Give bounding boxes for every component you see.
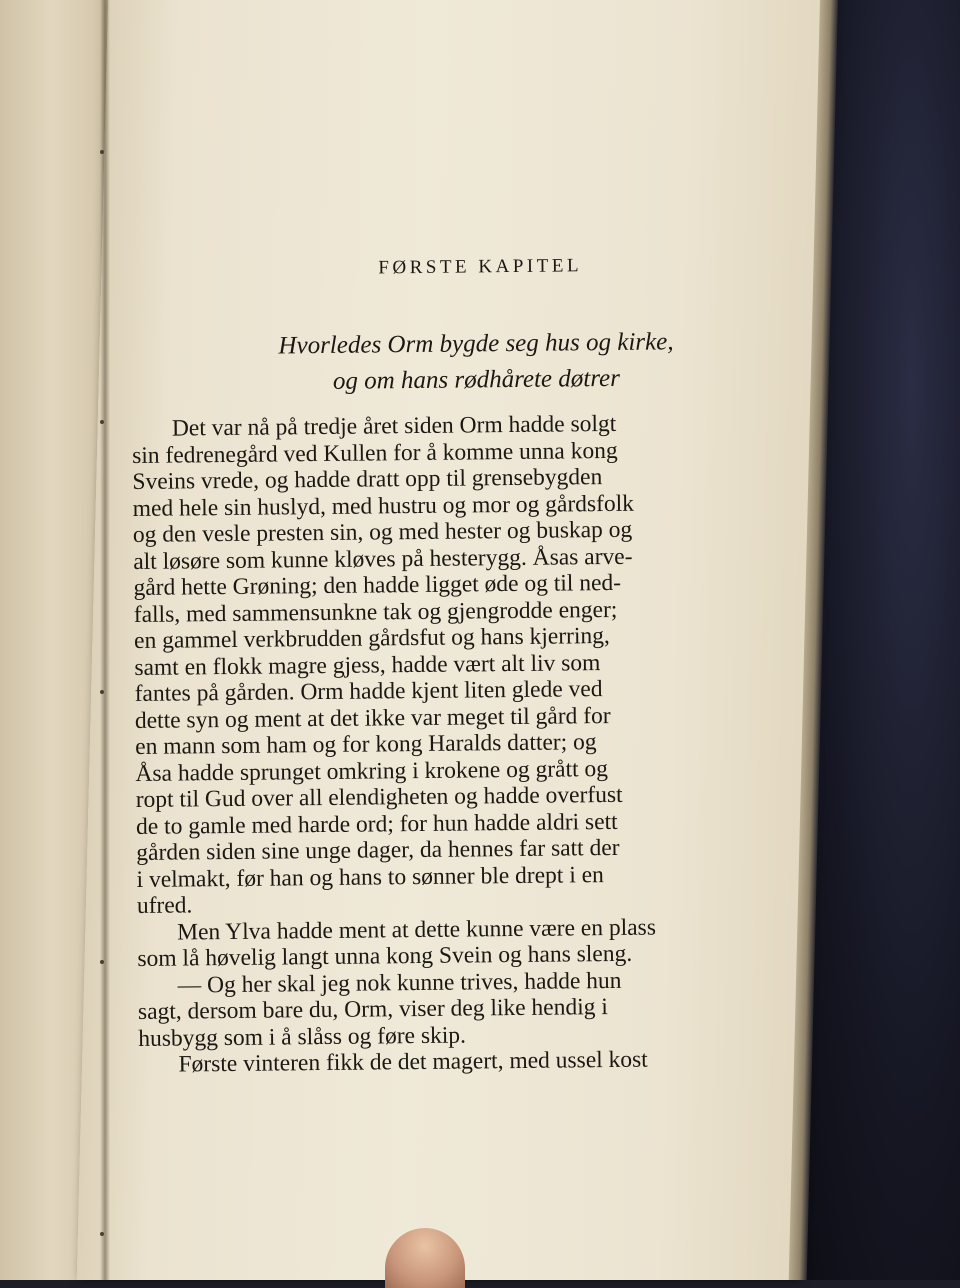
body-line: Første vinteren fikk de det magert, med ussel kost bbox=[178, 1046, 648, 1078]
binding-stitches bbox=[100, 0, 106, 1280]
body-text bbox=[132, 409, 779, 1078]
subtitle-line: Hvorledes Orm bygde seg hus og kirke, bbox=[278, 328, 674, 360]
body-line: ufred. bbox=[136, 892, 193, 919]
body-line: gård hette Grøning; den hadde ligget øde og til ned- bbox=[133, 569, 622, 601]
chapter-heading: FØRSTE KAPITEL bbox=[378, 255, 583, 279]
body-line: gården siden sine unge dager, da hennes far satt der bbox=[136, 834, 620, 866]
body-line: fantes på gården. Orm hadde kjent liten glede ved bbox=[134, 676, 603, 707]
body-line: dette syn og ment at det ikke var meget til gård for bbox=[134, 702, 611, 734]
body-line: husbygg som i å slåss og føre skip. bbox=[138, 1022, 467, 1052]
body-line: sin fedrenegård ved Kullen for å komme unna kong bbox=[132, 437, 618, 469]
body-line: i velmakt, før han og hans to sønner ble drept i en bbox=[136, 861, 604, 893]
body-line: Det var nå på tredje året siden Orm hadde solgt bbox=[171, 410, 617, 442]
body-line: alt løsøre som kunne kløves på hesterygg. Åsas arve- bbox=[133, 543, 633, 575]
body-line: sagt, dersom bare du, Orm, viser deg like hendig i bbox=[137, 994, 608, 1025]
body-line: Men Ylva hadde ment at dette kunne være en plass bbox=[177, 914, 657, 946]
subtitle-line: og om hans rødhårete døtrer bbox=[332, 364, 621, 395]
body-line: som lå høvelig langt unna kong Svein og hans sleng. bbox=[137, 940, 633, 972]
body-line: — Og her skal jeg nok kunne trives, hadde hun bbox=[177, 967, 622, 999]
body-line: Åsa hadde sprunget omkring i krokene og grått og bbox=[135, 755, 609, 787]
body-line: Sveins vrede, og hadde dratt opp til grensebygden bbox=[132, 464, 603, 495]
body-line: de to gamle med harde ord; for hun hadde aldri sett bbox=[135, 808, 618, 840]
chapter-subtitle bbox=[181, 323, 772, 401]
body-line: med hele sin huslyd, med hustru og mor og gårdsfolk bbox=[132, 490, 635, 522]
body-line: ropt til Gud over all elendigheten og hadde overfust bbox=[135, 781, 623, 813]
body-line: en mann som ham og for kong Haralds datter; og bbox=[135, 729, 597, 760]
body-line: og den vesle presten sin, og med hester og buskap og bbox=[132, 516, 633, 548]
body-line: en gammel verkbrudden gårdsfut og hans kjerring, bbox=[133, 622, 610, 654]
page-text bbox=[130, 243, 779, 1078]
body-line: samt en flokk magre gjess, hadde vært alt liv som bbox=[134, 649, 601, 681]
body-line: falls, med sammensunkne tak og gjengrodde enger; bbox=[133, 596, 618, 628]
